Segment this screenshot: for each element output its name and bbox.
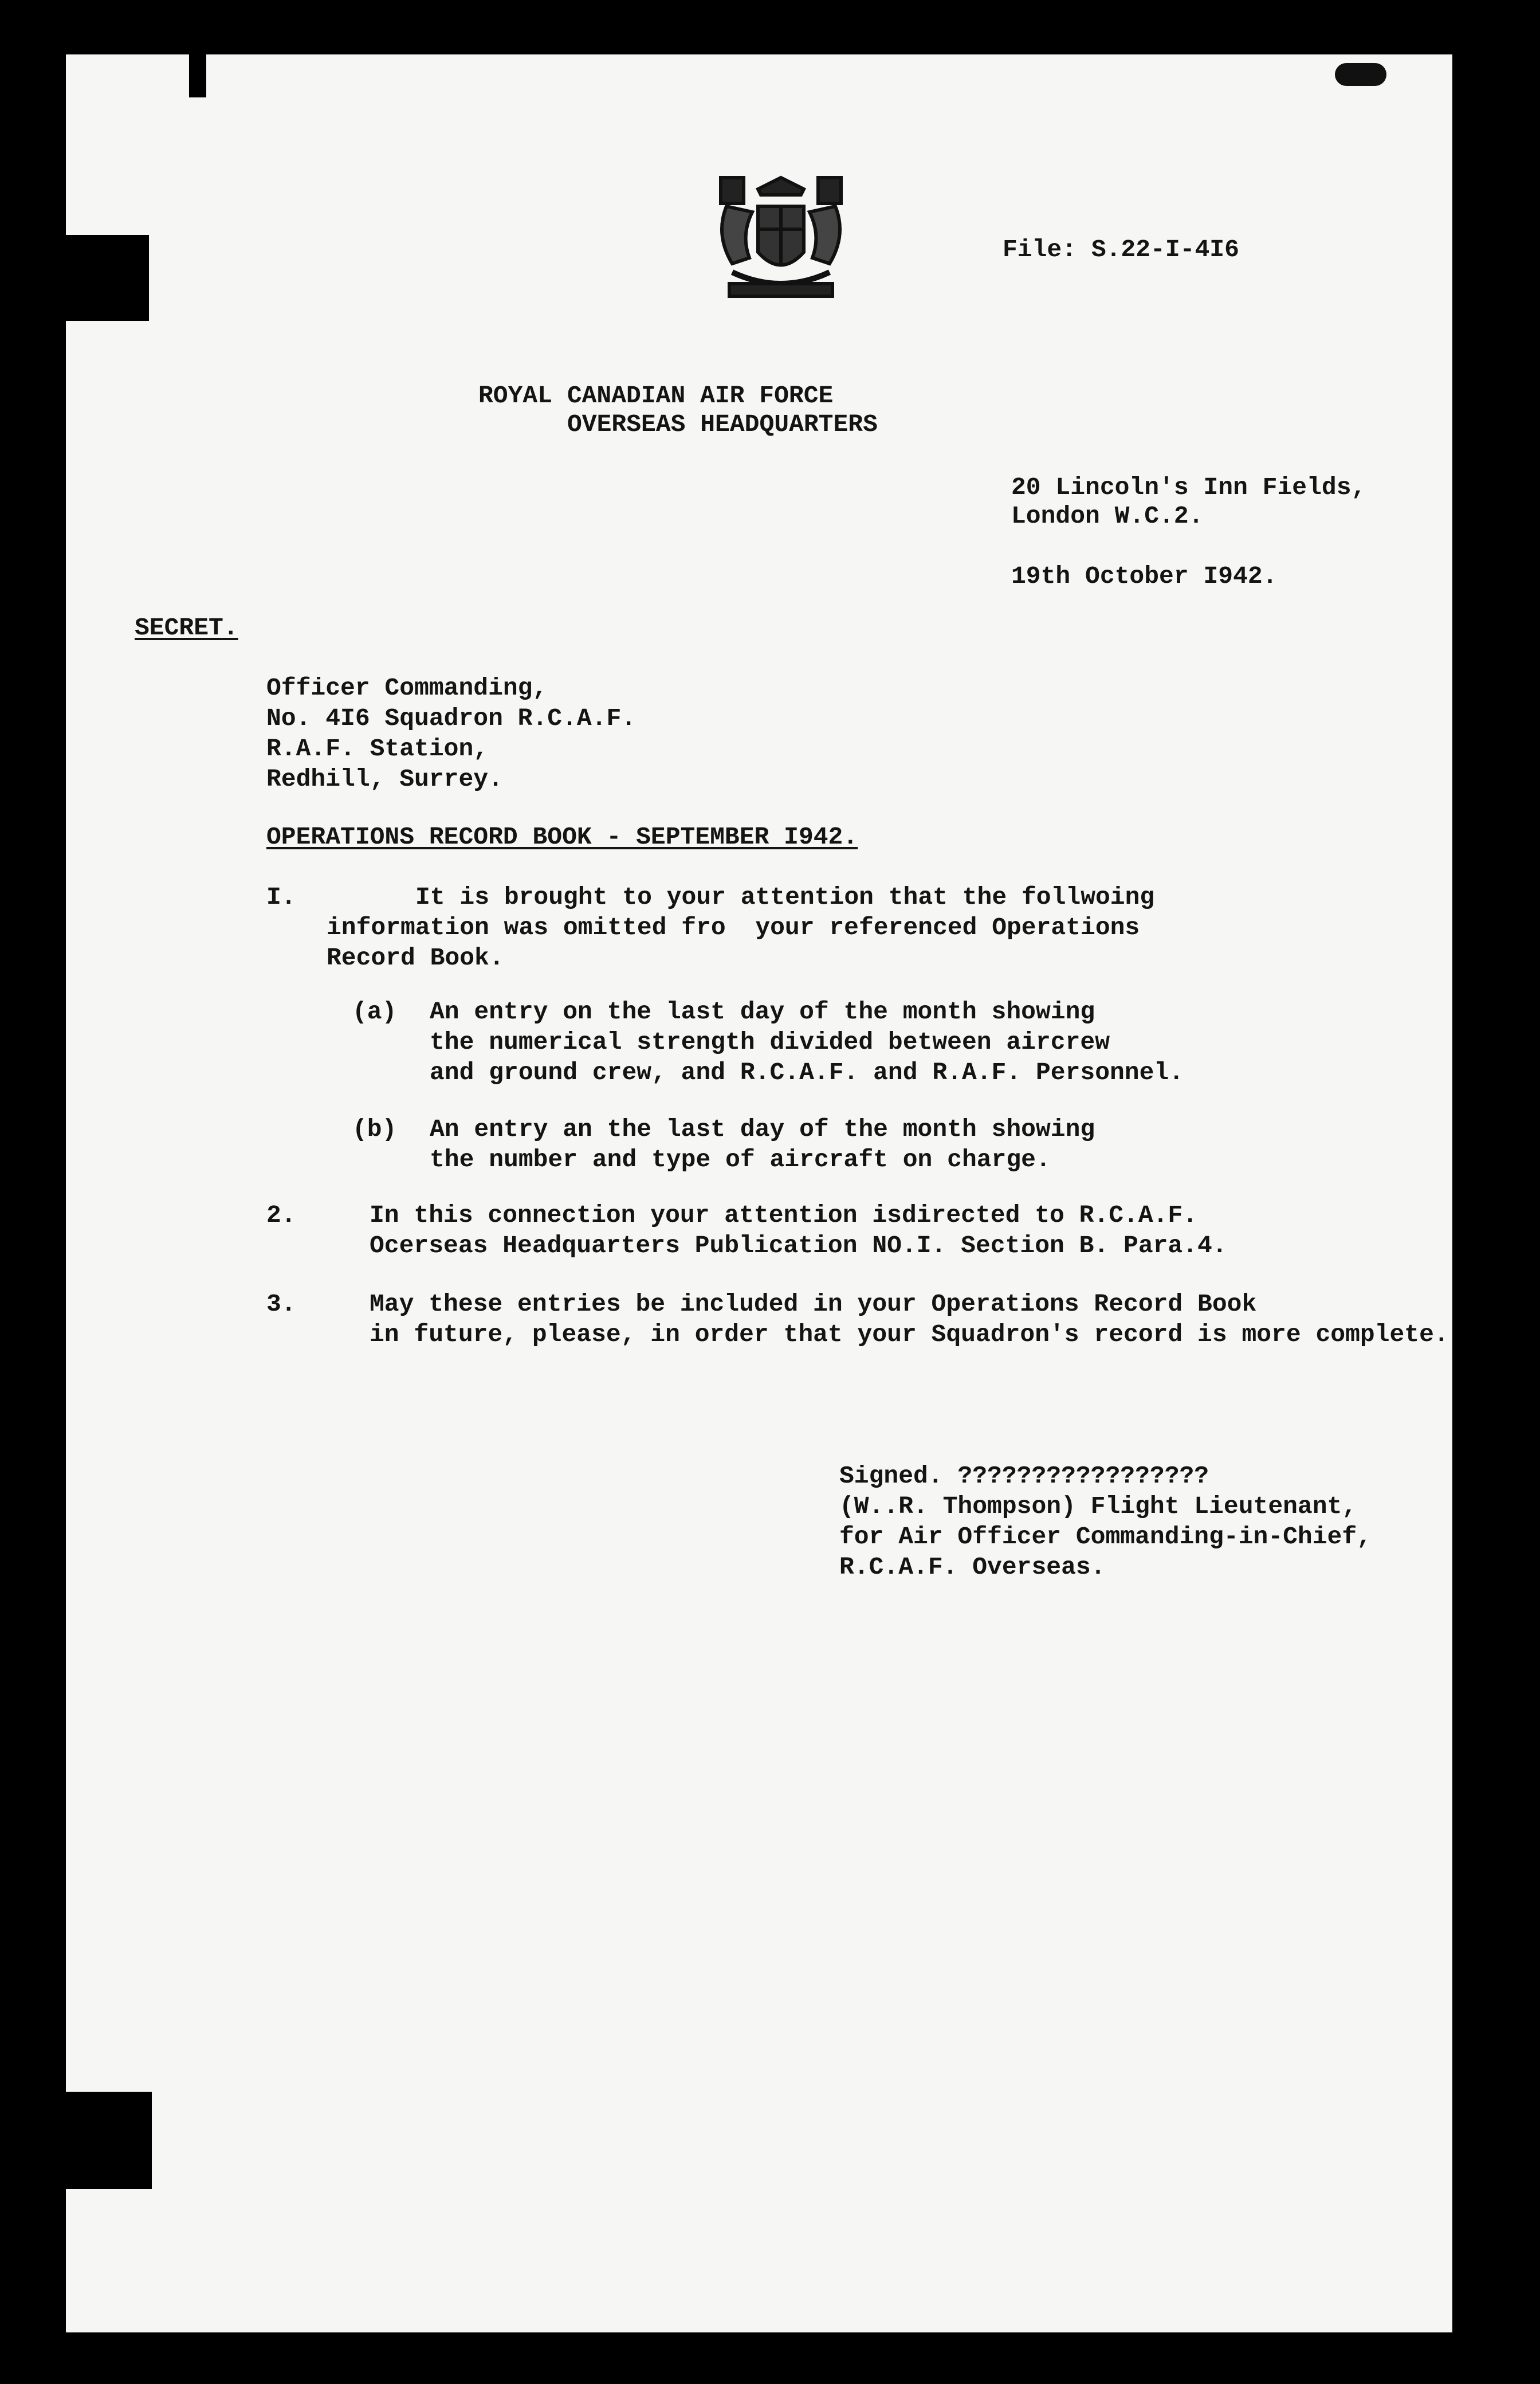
recipient-line: R.A.F. Station, — [266, 735, 489, 763]
letter-date: 19th October I942. — [1011, 562, 1278, 590]
recipient-line: Redhill, Surrey. — [266, 765, 503, 793]
para-3-number: 3. — [266, 1290, 296, 1318]
item-b-label: (b) — [352, 1115, 397, 1143]
para-1-line: information was omitted fro your referenced Operations — [327, 913, 1140, 942]
para-2-number: 2. — [266, 1201, 296, 1229]
para-3-line: in future, please, in order that your Squadron's record is more complete. — [370, 1320, 1449, 1348]
recipient-line: No. 4I6 Squadron R.C.A.F. — [266, 704, 637, 732]
scan-speck — [189, 52, 206, 97]
item-b-line: An entry an the last day of the month showing — [430, 1115, 1095, 1143]
item-a-line: An entry on the last day of the month showing — [430, 998, 1095, 1026]
punch-hole — [66, 235, 149, 321]
para-2-line: Ocerseas Headquarters Publication NO.I. Section B. Para.4. — [370, 1232, 1227, 1260]
signature-line: (W..R. Thompson) Flight Lieutenant, — [839, 1492, 1357, 1520]
item-a-line: and ground crew, and R.C.A.F. and R.A.F. Personnel. — [430, 1058, 1184, 1087]
para-1-line: It is brought to your attention that the follwoing — [415, 883, 1155, 911]
org-subname: OVERSEAS HEADQUARTERS — [567, 410, 878, 438]
signature-line: Signed. ????????????????? — [839, 1462, 1209, 1490]
file-reference: File: S.22-I-4I6 — [1003, 236, 1239, 264]
item-a-label: (a) — [352, 998, 397, 1026]
para-1-number: I. — [266, 883, 296, 911]
para-2-line: In this connection your attention isdirected to R.C.A.F. — [370, 1201, 1198, 1229]
recipient-line: Officer Commanding, — [266, 674, 548, 702]
signature-line: R.C.A.F. Overseas. — [839, 1553, 1106, 1581]
item-b-line: the number and type of aircraft on charge. — [430, 1146, 1051, 1174]
address-line-2: London W.C.2. — [1011, 502, 1204, 530]
subject-line: OPERATIONS RECORD BOOK - SEPTEMBER I942. — [266, 823, 858, 851]
coat-of-arms-icon — [704, 172, 858, 309]
org-name: ROYAL CANADIAN AIR FORCE — [478, 382, 834, 410]
classification-secret: SECRET. — [135, 614, 238, 642]
item-a-line: the numerical strength divided between aircrew — [430, 1028, 1110, 1056]
para-3-line: May these entries be included in your Operations Record Book — [370, 1290, 1257, 1318]
scan-speck — [1335, 63, 1386, 86]
punch-hole — [66, 2092, 152, 2189]
signature-line: for Air Officer Commanding-in-Chief, — [839, 1523, 1372, 1551]
para-1-line: Record Book. — [327, 944, 504, 972]
address-line-1: 20 Lincoln's Inn Fields, — [1011, 473, 1366, 501]
